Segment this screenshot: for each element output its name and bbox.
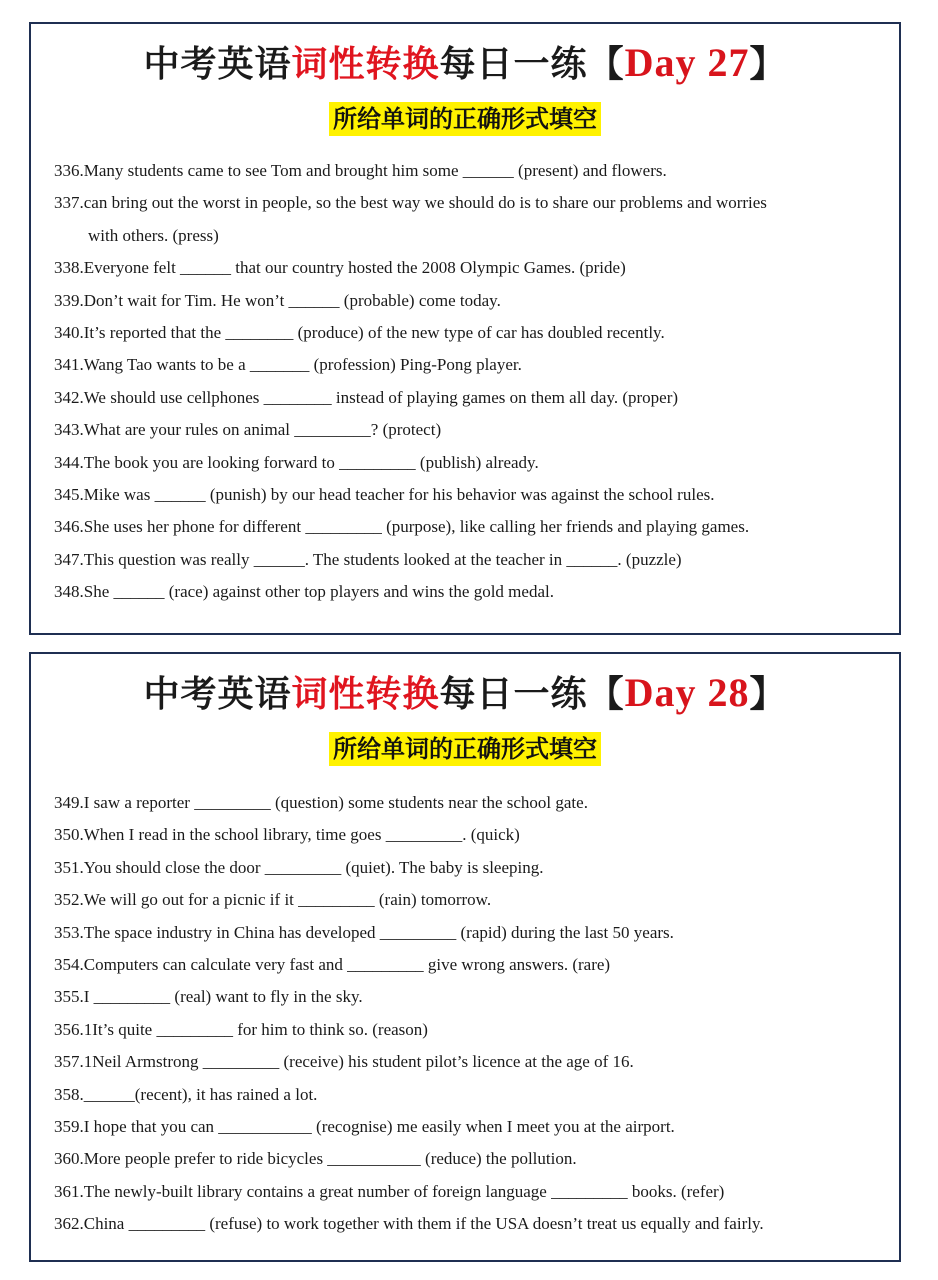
instruction-banner: 所给单词的正确形式填空 bbox=[329, 732, 601, 766]
question-item: 348.She ______ (race) against other top players and wins the gold medal. bbox=[54, 582, 554, 602]
question-item: 347.This question was really ______. The students looked at the teacher in ______. (puzzle) bbox=[54, 549, 682, 569]
title-part: 每日一练 bbox=[439, 673, 588, 715]
question-item: 345.Mike was ______ (punish) by our head teacher for his behavior was against the school rules. bbox=[54, 485, 715, 505]
question-item: 352.We will go out for a picnic if it _________ (rain) tomorrow. bbox=[54, 890, 492, 910]
worksheet-panel-day-28 bbox=[29, 652, 901, 1262]
title-highlight: 词性转换 bbox=[291, 673, 440, 715]
question-item: 349.I saw a reporter _________ (question) some students near the school gate. bbox=[54, 793, 588, 812]
title-part: 中考英语 bbox=[143, 43, 292, 85]
question-item: 355.I _________ (real) want to fly in the sky. bbox=[54, 987, 363, 1007]
question-item: 351.You should close the door _________ (quiet). The baby is sleeping. bbox=[54, 857, 544, 877]
question-item: 344.The book you are looking forward to _________ (publish) already. bbox=[54, 452, 539, 472]
question-item: 357.1Neil Armstrong _________ (receive) his student pilot’s licence at the age of 16. bbox=[54, 1052, 634, 1072]
question-item: 362.China _________ (refuse) to work together with them if the USA doesn’t treat us equally and fairly. bbox=[54, 1214, 764, 1234]
panel-title bbox=[31, 669, 899, 718]
question-item: 361.The newly-built library contains a great number of foreign language _________ books. (refer) bbox=[54, 1181, 725, 1201]
question-item: 353.The space industry in China has developed _________ (rapid) during the last 50 years. bbox=[54, 922, 674, 942]
question-item: 359.I hope that you can ___________ (recognise) me easily when I meet you at the airport. bbox=[54, 1117, 675, 1137]
bracket-close: 】 bbox=[749, 43, 787, 85]
question-item: 346.She uses her phone for different _________ (purpose), like calling her friends and playing games. bbox=[54, 517, 750, 537]
bracket-close: 】 bbox=[749, 673, 787, 715]
question-item: 339.Don’t wait for Tim. He won’t ______ (probable) come today. bbox=[54, 290, 501, 310]
day-label: Day 27 bbox=[624, 40, 750, 85]
question-item: 341.Wang Tao wants to be a _______ (profession) Ping-Pong player. bbox=[54, 355, 522, 375]
question-item: 343.What are your rules on animal _________? (protect) bbox=[54, 420, 442, 440]
day-label: Day 28 bbox=[624, 670, 750, 715]
bracket-open: 【 bbox=[587, 673, 625, 715]
question-item: 340.It’s reported that the ________ (produce) of the new type of car has doubled recently. bbox=[54, 323, 665, 343]
question-list bbox=[54, 155, 879, 609]
question-item-continuation: with others. (press) bbox=[88, 225, 219, 245]
question-item: 356.1It’s quite _________ for him to think so. (reason) bbox=[54, 1019, 428, 1039]
question-item: 338.Everyone felt ______ that our country hosted the 2008 Olympic Games. (pride) bbox=[54, 258, 626, 278]
question-item: 358.______(recent), it has rained a lot. bbox=[54, 1084, 318, 1104]
instruction-banner: 所给单词的正确形式填空 bbox=[329, 102, 601, 136]
title-highlight: 词性转换 bbox=[291, 43, 440, 85]
question-item: 360.More people prefer to ride bicycles ___________ (reduce) the pollution. bbox=[54, 1149, 577, 1169]
bracket-open: 【 bbox=[587, 43, 625, 85]
question-item: 350.When I read in the school library, time goes _________. (quick) bbox=[54, 825, 520, 845]
question-item: 354.Computers can calculate very fast and _________ give wrong answers. (rare) bbox=[54, 955, 611, 975]
title-part: 中考英语 bbox=[143, 673, 292, 715]
question-item: 342.We should use cellphones ________ instead of playing games on them all day. (proper) bbox=[54, 387, 679, 407]
question-item: 337.can bring out the worst in people, so the best way we should do is to share our problems and worries bbox=[54, 193, 767, 213]
title-part: 每日一练 bbox=[439, 43, 588, 85]
question-item: 336.Many students came to see Tom and brought him some ______ (present) and flowers. bbox=[54, 161, 667, 180]
panel-title bbox=[31, 39, 899, 88]
worksheet-panel-day-27 bbox=[29, 22, 901, 635]
question-list bbox=[54, 787, 879, 1241]
